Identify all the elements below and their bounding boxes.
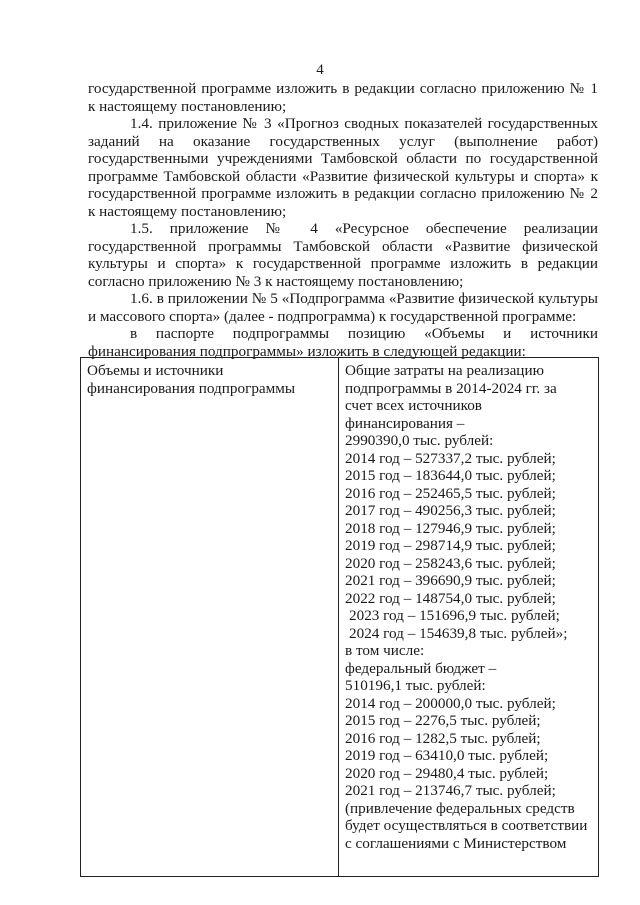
text-line: к настоящему постановлению; bbox=[88, 202, 287, 220]
text-line: государственными учреждениями Тамбовской области по государственной bbox=[88, 150, 598, 167]
paragraph-intro bbox=[88, 80, 598, 115]
table-value-line: 2990390,0 тыс. рублей: bbox=[345, 432, 494, 449]
table-value-line: (привлечение федеральных средств bbox=[345, 799, 575, 817]
text-line: к настоящему постановлению; bbox=[88, 97, 287, 115]
text-line: 1.4. приложение № 3 «Прогноз сводных показателей государственных bbox=[130, 115, 598, 132]
text-line: согласно приложению № 3 к настоящему постановлению; bbox=[88, 272, 464, 290]
table-value-line: 2020 год – 29480,4 тыс. рублей; bbox=[345, 764, 549, 782]
table-value-line: 2020 год – 258243,6 тыс. рублей; bbox=[345, 554, 556, 572]
paragraph-1-6 bbox=[88, 290, 598, 325]
table-value-line: федеральный бюджет – bbox=[345, 659, 497, 677]
table-cell-label bbox=[81, 358, 339, 876]
table-value-line: 2017 год – 490256,3 тыс. рублей; bbox=[345, 502, 556, 519]
table-value-line: подпрограммы в 2014-2024 гг. за bbox=[345, 379, 557, 397]
table-cell-value bbox=[339, 358, 598, 876]
text-line: в паспорте подпрограммы позицию «Объемы и источники bbox=[130, 325, 598, 342]
table-value-line: Общие затраты на реализацию bbox=[345, 362, 544, 379]
table-value-line: счет всех источников bbox=[345, 397, 482, 414]
text-line: и массового спорта» (далее - подпрограмма) к государственной программе: bbox=[88, 307, 577, 325]
funding-table bbox=[80, 357, 599, 877]
paragraph-passport bbox=[88, 325, 598, 360]
table-value-line: 510196,1 тыс. рублей: bbox=[345, 677, 486, 694]
table-value-line: 2015 год – 2276,5 тыс. рублей; bbox=[345, 712, 541, 729]
paragraph-1-4 bbox=[88, 115, 598, 220]
table-value-line: 2024 год – 154639,8 тыс. рублей»; bbox=[349, 624, 568, 642]
table-value-line: 2021 год – 213746,7 тыс. рублей; bbox=[345, 782, 556, 799]
table-value-line: 2016 год – 1282,5 тыс. рублей; bbox=[345, 729, 541, 747]
table-value-line: будет осуществляться в соответствии bbox=[345, 817, 588, 834]
document-body bbox=[88, 80, 598, 360]
table-label-line: Объемы и источники bbox=[87, 362, 224, 379]
text-line: заданий на оказание государственных услуг (выполнение работ) bbox=[88, 132, 598, 150]
table-value-line: 2018 год – 127946,9 тыс. рублей; bbox=[345, 519, 556, 537]
table-value-line: 2014 год – 527337,2 тыс. рублей; bbox=[345, 449, 556, 467]
text-line: государственной программы Тамбовской области «Развитие физической bbox=[88, 237, 598, 255]
text-line: государственной программе изложить в редакции согласно приложению № 2 bbox=[88, 185, 598, 202]
text-line: государственной программе изложить в редакции согласно приложению № 1 bbox=[88, 80, 598, 97]
table-value-line: 2016 год – 252465,5 тыс. рублей; bbox=[345, 484, 556, 502]
table-value-line: в том числе: bbox=[345, 642, 425, 659]
table-value-line: 2014 год – 200000,0 тыс. рублей; bbox=[345, 694, 556, 712]
table-value-line: 2021 год – 396690,9 тыс. рублей; bbox=[345, 572, 556, 589]
table-label-line: финансирования подпрограммы bbox=[87, 379, 296, 397]
table-value-line: 2019 год – 298714,9 тыс. рублей; bbox=[345, 537, 556, 554]
table-value-line: 2022 год – 148754,0 тыс. рублей; bbox=[345, 589, 556, 607]
table-value-line: 2023 год – 151696,9 тыс. рублей; bbox=[349, 607, 560, 624]
table-value-line: с соглашениями с Министерством bbox=[345, 834, 567, 852]
text-line: 1.6. в приложении № 5 «Подпрограмма «Развитие физической культуры bbox=[130, 290, 598, 307]
text-line: культуры и спорта» к государственной программе изложить в редакции bbox=[88, 255, 598, 272]
text-line: 1.5. приложение № 4 «Ресурсное обеспечение реализации bbox=[130, 220, 598, 237]
table-value-line: 2015 год – 183644,0 тыс. рублей; bbox=[345, 467, 556, 484]
text-line: программе Тамбовской области «Развитие физической культуры и спорта» к bbox=[88, 167, 598, 185]
page-number: 4 bbox=[316, 62, 324, 78]
table-value-line: 2019 год – 63410,0 тыс. рублей; bbox=[345, 747, 549, 764]
paragraph-1-5 bbox=[88, 220, 598, 290]
table-value-line: финансирования – bbox=[345, 414, 465, 432]
text-line: финансирования подпрограммы» изложить в следующей редакции: bbox=[88, 342, 526, 360]
